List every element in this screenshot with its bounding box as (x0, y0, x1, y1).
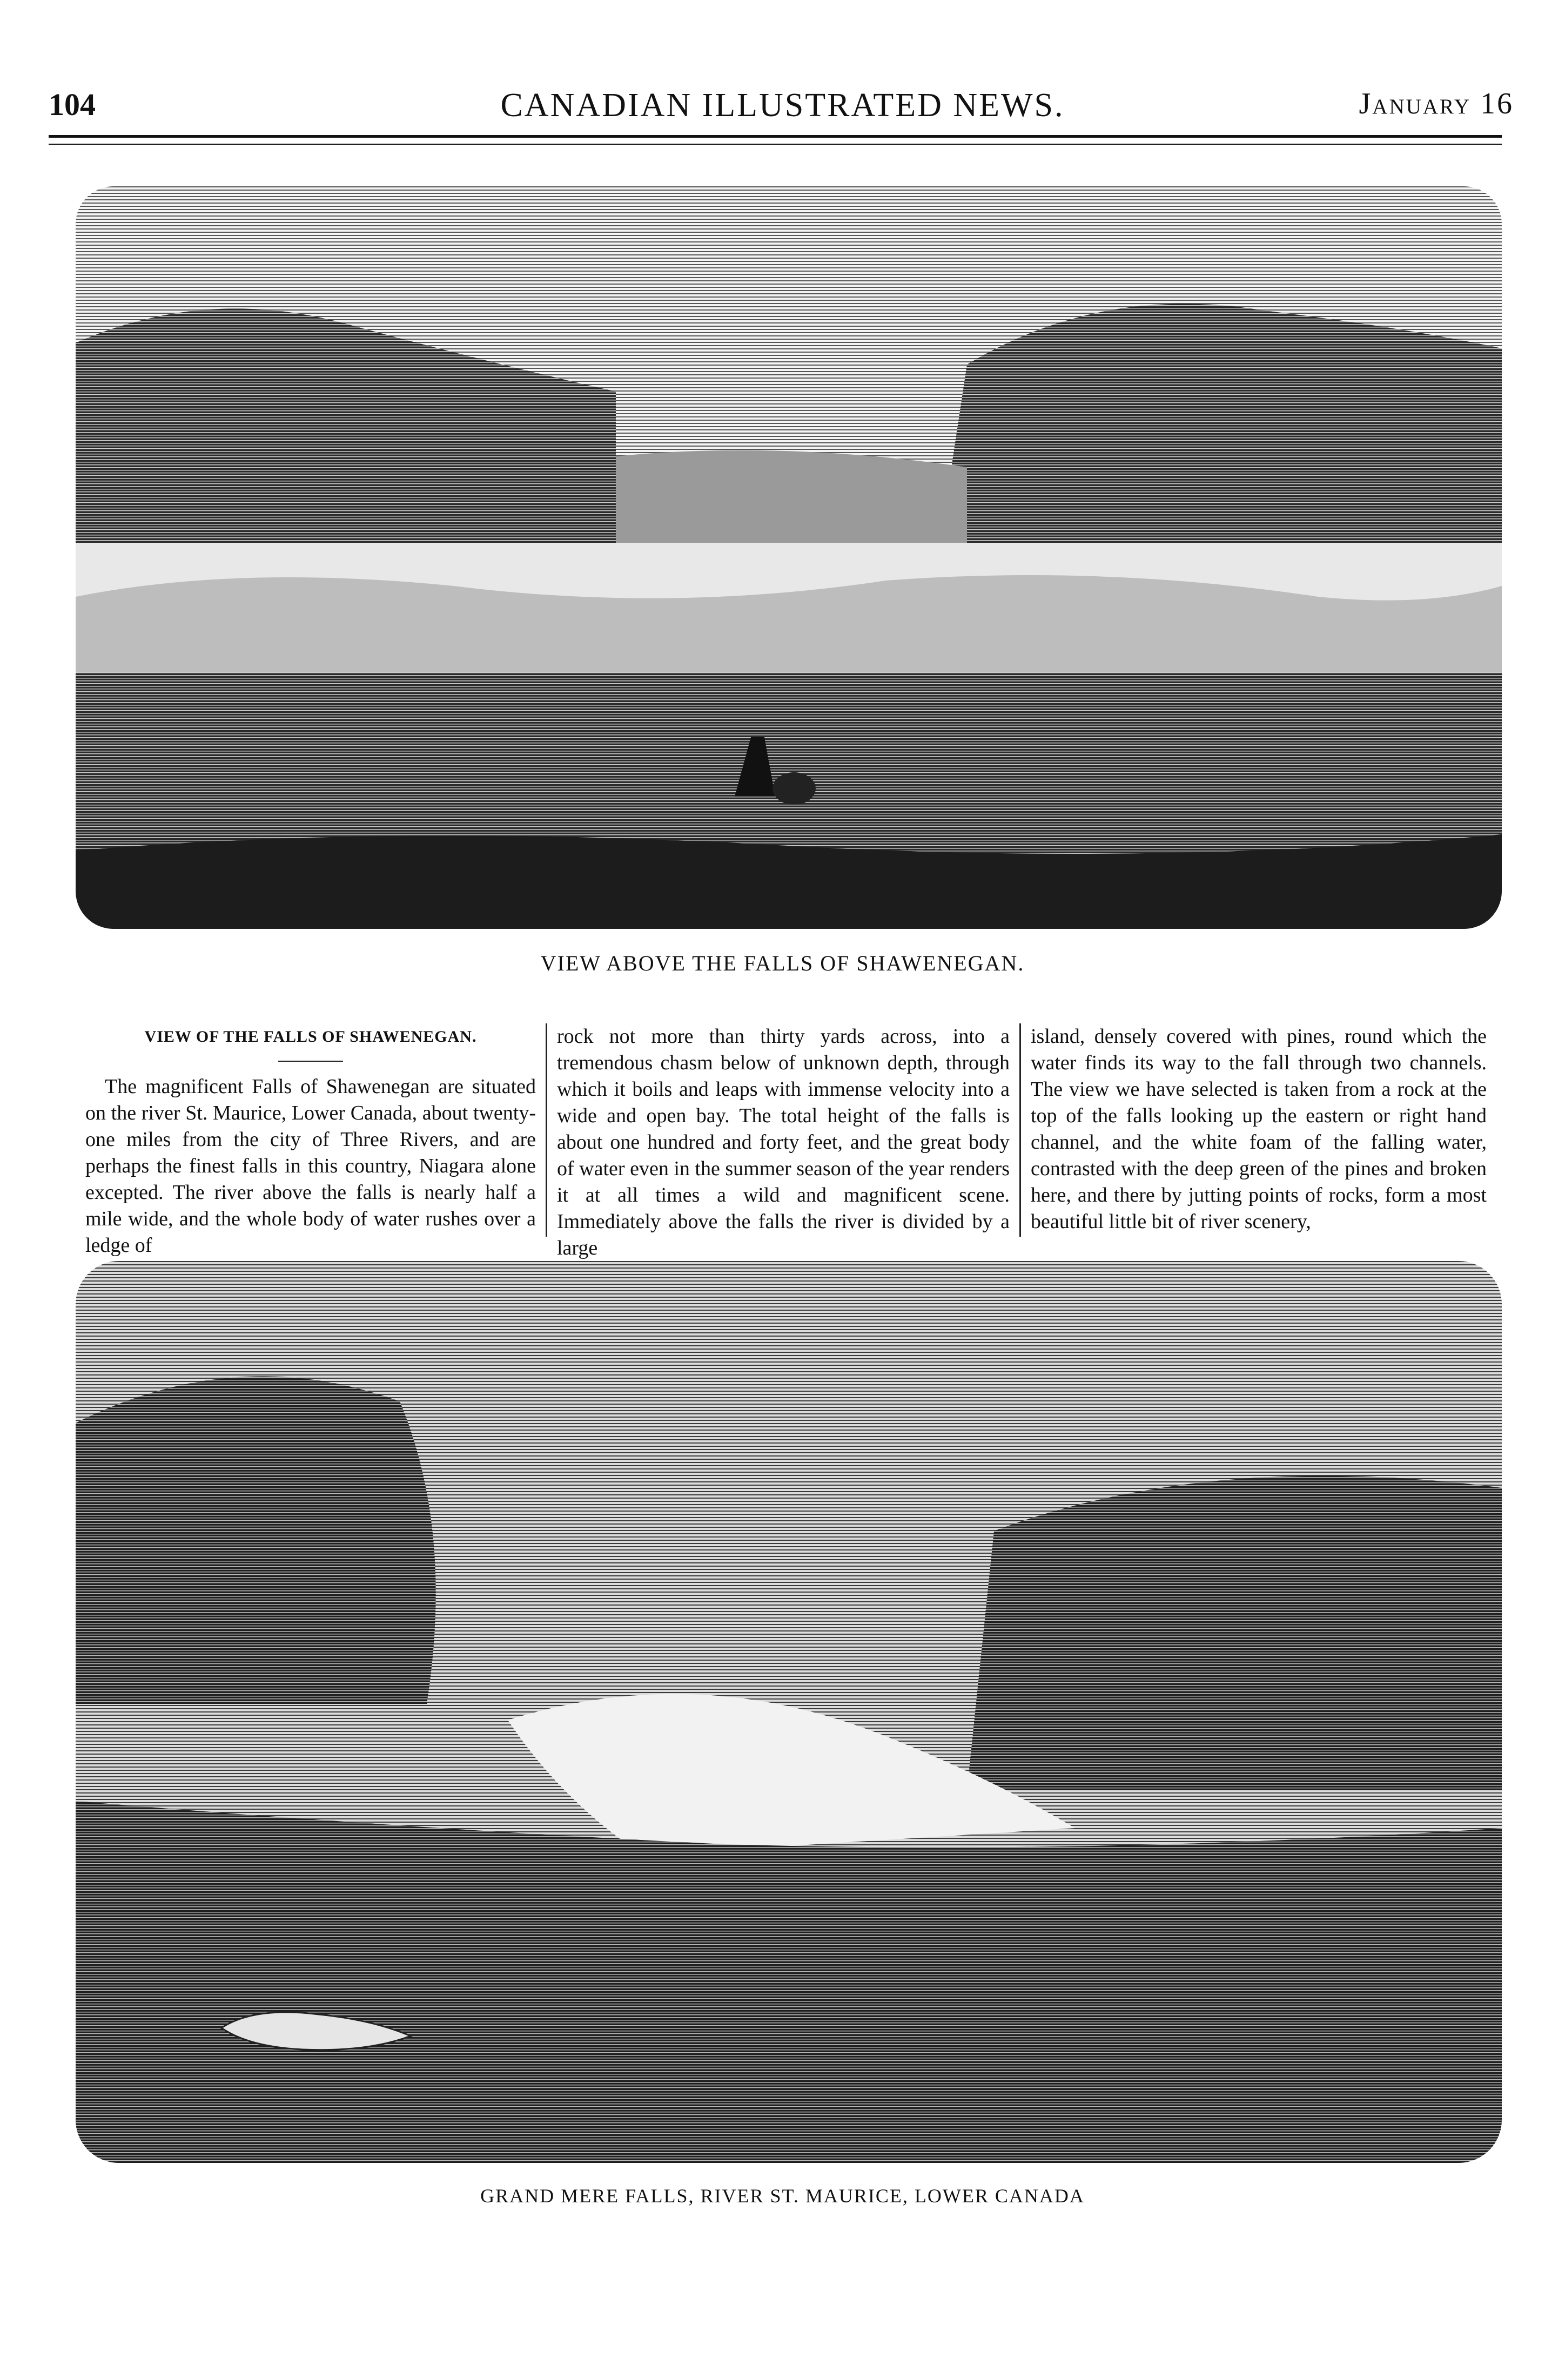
bottom-caption: GRAND MERE FALLS, RIVER ST. MAURICE, LOWER CANADA (480, 2185, 1085, 2207)
article-columns (76, 1023, 1496, 1259)
falls-above-illustration (76, 186, 1502, 929)
top-engraving (76, 186, 1502, 929)
column-3 (1021, 1023, 1496, 1237)
top-caption: VIEW ABOVE THE FALLS OF SHAWENEGAN. (540, 951, 1025, 975)
page-number: 104 (49, 87, 96, 122)
title-rule (278, 1061, 343, 1062)
article-title: VIEW OF THE FALLS OF SHAWENEGAN. (144, 1028, 477, 1046)
column-3-text: island, densely covered with pines, round which the water finds its way to the fall through two channels. The view we have selected is taken from a rock at the top of the falls looking up the eastern or right hand channel, and the white foam of the falling water, contrasted with the deep green of the pines and broken here, and there by jutting points of rocks, form a most beautiful little bit of river scenery, (1031, 1025, 1487, 1233)
header-rule (49, 135, 1502, 138)
column-1 (76, 1023, 546, 1257)
column-1-text: The magnificent Falls of Shawenegan are situated on the river St. Maurice, Lower Canada, about twenty-one miles from the city of Three Rivers, and are perhaps the finest falls in this country, Niagara alone excepted. The river above the falls is nearly half a mile wide, and the whole body of water rushes over a ledge of (85, 1075, 536, 1257)
grand-mere-falls-illustration (76, 1261, 1502, 2163)
masthead: CANADIAN ILLUSTRATED NEWS. (500, 87, 1065, 124)
column-2 (546, 1023, 1021, 1259)
issue-date: January 16 (1359, 87, 1514, 120)
column-2-text: rock not more than thirty yards across, into a tremendous chasm below of unknown depth, through which it boils and leaps with immense velocity into a wide and open bay. The total height of the falls is about one hundred and forty feet, and the great body of water even in the summer season of the year renders it at all times a wild and magnificent scene. Immediately above the falls the river is divided by a large (557, 1025, 1010, 1259)
bottom-engraving (76, 1261, 1502, 2163)
header-rule-thin (49, 144, 1502, 145)
